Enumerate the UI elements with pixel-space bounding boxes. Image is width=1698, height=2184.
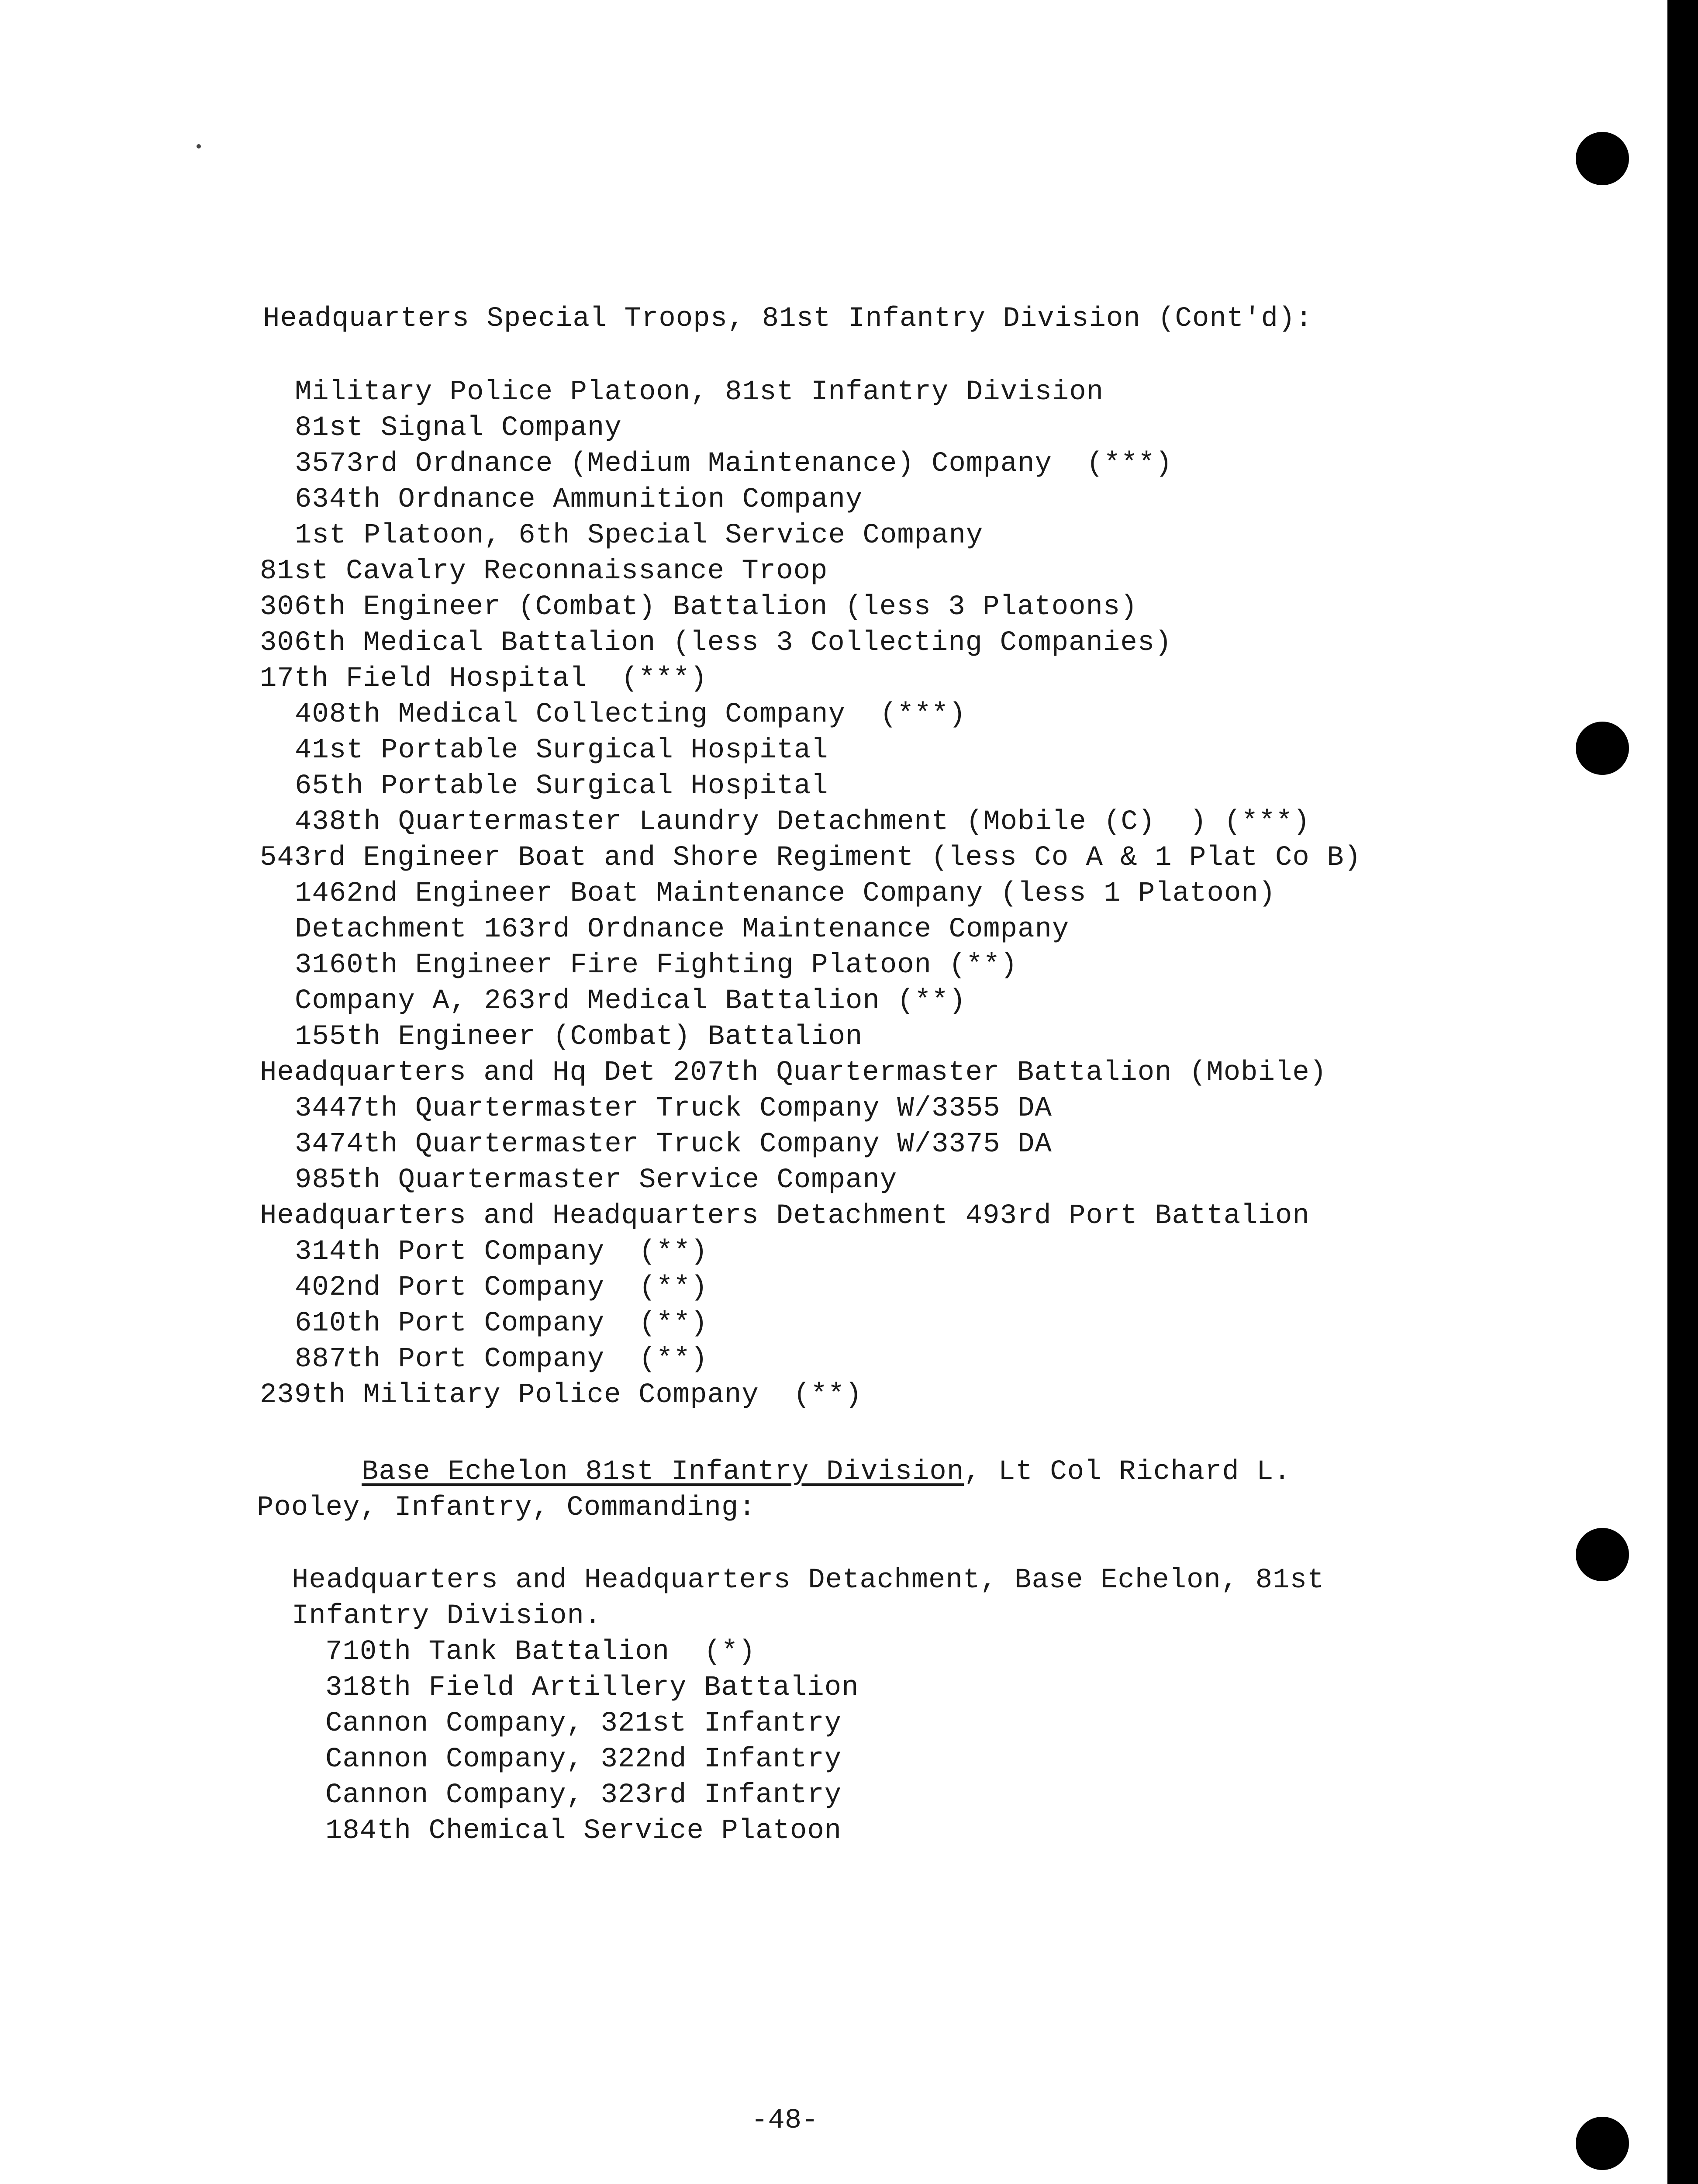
unit-line: Military Police Platoon, 81st Infantry Division	[295, 377, 1104, 408]
base-echelon-unit: Cannon Company, 322nd Infantry	[325, 1744, 842, 1775]
unit-line: Headquarters and Headquarters Detachment 493rd Port Battalion	[260, 1200, 1310, 1232]
unit-line: 3160th Engineer Fire Fighting Platoon (**)	[295, 950, 1018, 981]
base-echelon-unit: Cannon Company, 321st Infantry	[325, 1708, 842, 1739]
punch-hole-3	[1576, 1528, 1629, 1581]
base-echelon-heading	[362, 1455, 1291, 1489]
unit-line: 1st Platoon, 6th Special Service Company	[295, 520, 984, 551]
unit-line: 1462nd Engineer Boat Maintenance Company (less 1 Platoon)	[295, 878, 1276, 909]
paper-speck	[197, 144, 201, 149]
base-echelon-unit: 184th Chemical Service Platoon	[325, 1815, 842, 1847]
unit-line: 314th Port Company (**)	[295, 1236, 708, 1268]
unit-line: 887th Port Company (**)	[295, 1344, 708, 1375]
base-echelon-unit: Cannon Company, 323rd Infantry	[325, 1780, 842, 1811]
unit-line: 3573rd Ordnance (Medium Maintenance) Company (***)	[295, 448, 1173, 480]
unit-line: 306th Engineer (Combat) Battalion (less 3 Platoons)	[260, 591, 1138, 623]
base-echelon-title: Base Echelon 81st Infantry Division	[362, 1456, 964, 1488]
unit-line: 543rd Engineer Boat and Shore Regiment (less Co A & 1 Plat Co B)	[260, 842, 1361, 874]
unit-line: 3447th Quartermaster Truck Company W/3355 DA	[295, 1093, 1052, 1124]
base-echelon-hq-line: Headquarters and Headquarters Detachment, Base Echelon, 81st	[292, 1565, 1325, 1596]
unit-line: Company A, 263rd Medical Battalion (**)	[295, 985, 966, 1017]
unit-line: 155th Engineer (Combat) Battalion	[295, 1021, 863, 1053]
unit-line: 610th Port Company (**)	[295, 1308, 708, 1339]
page-number: -48-	[751, 2105, 818, 2136]
base-echelon-command: Pooley, Infantry, Commanding:	[257, 1492, 756, 1524]
unit-line: Detachment 163rd Ordnance Maintenance Company	[295, 914, 1070, 945]
unit-line: 408th Medical Collecting Company (***)	[295, 699, 966, 730]
unit-line: 17th Field Hospital (***)	[260, 663, 708, 695]
unit-line: 306th Medical Battalion (less 3 Collecting Companies)	[260, 627, 1172, 659]
section-heading: Headquarters Special Troops, 81st Infantry Division (Cont'd):	[263, 303, 1313, 335]
punch-hole-2	[1576, 722, 1629, 775]
unit-line: 634th Ordnance Ammunition Company	[295, 484, 863, 515]
unit-line: 81st Signal Company	[295, 412, 622, 444]
unit-line: Headquarters and Hq Det 207th Quartermaster Battalion (Mobile)	[260, 1057, 1327, 1089]
unit-line: 41st Portable Surgical Hospital	[295, 735, 828, 766]
unit-line: 81st Cavalry Reconnaissance Troop	[260, 556, 828, 587]
unit-line: 985th Quartermaster Service Company	[295, 1165, 897, 1196]
unit-line: 402nd Port Company (**)	[295, 1272, 708, 1303]
unit-line: 438th Quartermaster Laundry Detachment (Mobile (C) ) (***)	[295, 806, 1310, 838]
unit-line: 239th Military Police Company (**)	[260, 1379, 863, 1411]
base-echelon-unit: 318th Field Artillery Battalion	[325, 1672, 859, 1704]
punch-hole-4	[1576, 2117, 1629, 2170]
base-echelon-title-suffix: , Lt Col Richard L.	[964, 1456, 1291, 1488]
unit-line: 65th Portable Surgical Hospital	[295, 771, 828, 802]
unit-line: 3474th Quartermaster Truck Company W/3375 DA	[295, 1129, 1052, 1160]
base-echelon-hq-line: Infantry Division.	[292, 1600, 602, 1632]
base-echelon-unit: 710th Tank Battalion (*)	[325, 1636, 756, 1668]
punch-hole-1	[1576, 132, 1629, 185]
